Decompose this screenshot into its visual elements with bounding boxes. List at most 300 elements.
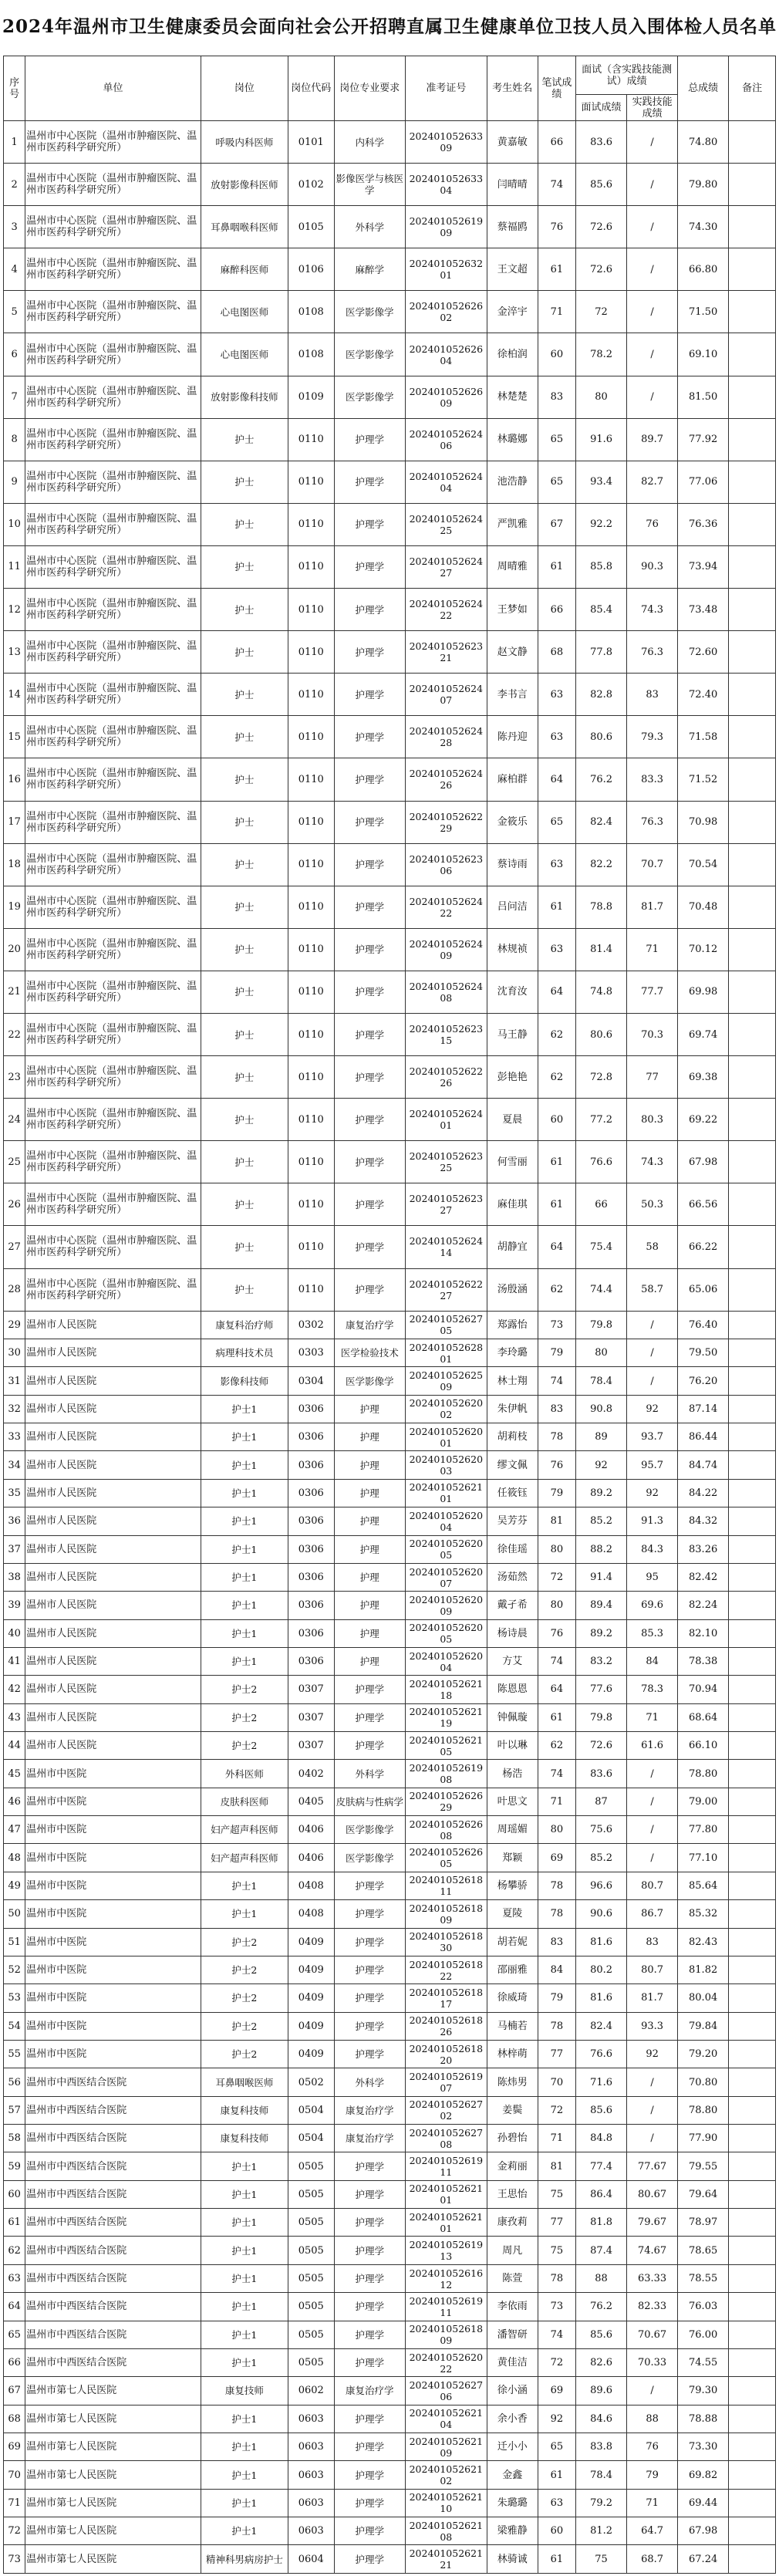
- cell-ticket: 20240105262427: [405, 545, 487, 588]
- cell-interview: 75: [576, 2545, 627, 2574]
- cell-remark: [729, 1703, 776, 1731]
- cell-ticket: 20240105262422: [405, 589, 487, 631]
- cell-position: 护士: [201, 971, 288, 1013]
- table-row: [4, 1451, 776, 1479]
- cell-ticket: 20240105262428: [405, 716, 487, 758]
- cell-remark: [729, 2040, 776, 2068]
- cell-major: 护理学: [334, 1732, 405, 1760]
- cell-code: 0409: [288, 1984, 334, 2012]
- table-row: [4, 758, 776, 801]
- cell-seq: 59: [4, 2152, 25, 2180]
- cell-written: 61: [538, 1141, 575, 1183]
- cell-code: 0306: [288, 1507, 334, 1535]
- cell-unit: 温州市中西医结合医院: [25, 2180, 201, 2208]
- cell-remark: [729, 1056, 776, 1099]
- table-row: [4, 461, 776, 503]
- cell-ticket: 20240105262509: [405, 1367, 487, 1395]
- cell-name: 叶以琳: [487, 1732, 538, 1760]
- results-table: [3, 56, 776, 2574]
- cell-practice: 86.7: [627, 1900, 678, 1928]
- cell-written: 61: [538, 1703, 575, 1731]
- cell-written: 65: [538, 418, 575, 461]
- cell-name: 陈萱: [487, 2264, 538, 2292]
- cell-practice: 84: [627, 1647, 678, 1675]
- cell-unit: 温州市中心医院（温州市肿瘤医院、温州市医药科学研究所）: [25, 886, 201, 928]
- cell-interview: 90.6: [576, 1900, 627, 1928]
- cell-position: 护士1: [201, 2433, 288, 2461]
- cell-written: 70: [538, 2068, 575, 2096]
- cell-remark: [729, 1141, 776, 1183]
- cell-written: 64: [538, 1226, 575, 1268]
- cell-code: 0110: [288, 503, 334, 545]
- cell-written: 61: [538, 1183, 575, 1226]
- cell-remark: [729, 2348, 776, 2376]
- cell-written: 62: [538, 1732, 575, 1760]
- cell-position: 护士: [201, 461, 288, 503]
- cell-code: 0110: [288, 758, 334, 801]
- cell-ticket: 20240105262110: [405, 2489, 487, 2517]
- cell-major: 护理学: [334, 545, 405, 588]
- cell-remark: [729, 248, 776, 291]
- cell-name: 林梓萌: [487, 2040, 538, 2068]
- table-row: [4, 1872, 776, 1899]
- cell-interview: 84.8: [576, 2125, 627, 2152]
- cell-name: 王梦如: [487, 589, 538, 631]
- cell-written: 68: [538, 631, 575, 674]
- cell-name: 严凯雅: [487, 503, 538, 545]
- cell-seq: 32: [4, 1395, 25, 1423]
- cell-remark: [729, 1395, 776, 1423]
- cell-code: 0108: [288, 291, 334, 333]
- cell-unit: 温州市中心医院（温州市肿瘤医院、温州市医药科学研究所）: [25, 1183, 201, 1226]
- table-row: [4, 1788, 776, 1815]
- cell-name: 陈丹迎: [487, 716, 538, 758]
- cell-unit: 温州市中心医院（温州市肿瘤医院、温州市医药科学研究所）: [25, 291, 201, 333]
- cell-code: 0306: [288, 1619, 334, 1647]
- cell-interview: 85.2: [576, 1507, 627, 1535]
- cell-practice: 58: [627, 1226, 678, 1268]
- table-row: [4, 1592, 776, 1619]
- cell-code: 0110: [288, 928, 334, 971]
- cell-total: 69.74: [678, 1013, 729, 1055]
- cell-practice: 70.3: [627, 1013, 678, 1055]
- cell-position: 护士1: [201, 1647, 288, 1675]
- cell-remark: [729, 2321, 776, 2348]
- cell-position: 护士1: [201, 2209, 288, 2237]
- cell-major: 护理: [334, 1423, 405, 1451]
- cell-total: 71.52: [678, 758, 729, 801]
- cell-position: 护士: [201, 1141, 288, 1183]
- cell-interview: 89: [576, 1423, 627, 1451]
- cell-ticket: 20240105262321: [405, 631, 487, 674]
- cell-code: 0108: [288, 333, 334, 376]
- cell-ticket: 20240105261826: [405, 2012, 487, 2040]
- cell-total: 78.80: [678, 2096, 729, 2124]
- cell-total: 76.36: [678, 503, 729, 545]
- cell-code: 0603: [288, 2517, 334, 2545]
- cell-remark: [729, 1479, 776, 1507]
- cell-practice: 78.3: [627, 1676, 678, 1703]
- cell-total: 74.30: [678, 206, 729, 248]
- cell-total: 67.98: [678, 1141, 729, 1183]
- cell-name: 金筱乐: [487, 801, 538, 843]
- cell-remark: [729, 1900, 776, 1928]
- cell-unit: 温州市中心医院（温州市肿瘤医院、温州市医药科学研究所）: [25, 801, 201, 843]
- cell-seq: 26: [4, 1183, 25, 1226]
- cell-name: 朱伊帆: [487, 1395, 538, 1423]
- cell-remark: [729, 1956, 776, 1983]
- table-row: [4, 1423, 776, 1451]
- cell-total: 70.98: [678, 801, 729, 843]
- cell-seq: 16: [4, 758, 25, 801]
- cell-total: 79.84: [678, 2012, 729, 2040]
- cell-seq: 20: [4, 928, 25, 971]
- cell-total: 79.50: [678, 1339, 729, 1366]
- cell-total: 78.65: [678, 2237, 729, 2264]
- cell-seq: 69: [4, 2433, 25, 2461]
- cell-code: 0603: [288, 2405, 334, 2433]
- cell-total: 79.20: [678, 2040, 729, 2068]
- cell-written: 72: [538, 2096, 575, 2124]
- cell-position: 皮肤科医师: [201, 1788, 288, 1815]
- cell-ticket: 20240105262407: [405, 674, 487, 716]
- cell-ticket: 20240105262425: [405, 503, 487, 545]
- cell-total: 76.40: [678, 1311, 729, 1339]
- table-row: [4, 631, 776, 674]
- cell-major: 护理学: [334, 1013, 405, 1055]
- cell-interview: 72.6: [576, 1732, 627, 1760]
- cell-position: 护士: [201, 928, 288, 971]
- cell-written: 72: [538, 2348, 575, 2376]
- cell-unit: 温州市人民医院: [25, 1703, 201, 1731]
- cell-major: 外科学: [334, 206, 405, 248]
- cell-interview: 78.8: [576, 886, 627, 928]
- cell-ticket: 20240105262315: [405, 1013, 487, 1055]
- cell-written: 78: [538, 1423, 575, 1451]
- cell-interview: 74.4: [576, 1268, 627, 1311]
- cell-interview: 81.6: [576, 1928, 627, 1956]
- cell-major: 医学影像学: [334, 333, 405, 376]
- cell-position: 护士: [201, 674, 288, 716]
- table-row: [4, 376, 776, 418]
- cell-position: 护士: [201, 801, 288, 843]
- cell-name: 徐威琦: [487, 1984, 538, 2012]
- cell-total: 74.55: [678, 2348, 729, 2376]
- cell-ticket: 20240105262404: [405, 461, 487, 503]
- cell-interview: 81.4: [576, 928, 627, 971]
- cell-remark: [729, 674, 776, 716]
- cell-position: 护士2: [201, 1732, 288, 1760]
- cell-remark: [729, 2209, 776, 2237]
- cell-position: 护士: [201, 418, 288, 461]
- cell-major: 护理: [334, 1592, 405, 1619]
- cell-name: 缪文佩: [487, 1451, 538, 1479]
- cell-code: 0505: [288, 2180, 334, 2208]
- cell-written: 78: [538, 2264, 575, 2292]
- table-row: [4, 1900, 776, 1928]
- cell-remark: [729, 2461, 776, 2489]
- cell-seq: 68: [4, 2405, 25, 2433]
- cell-written: 80: [538, 1535, 575, 1563]
- cell-interview: 83.6: [576, 121, 627, 164]
- cell-position: 护士1: [201, 2180, 288, 2208]
- cell-written: 61: [538, 545, 575, 588]
- cell-code: 0306: [288, 1423, 334, 1451]
- cell-position: 护士2: [201, 1956, 288, 1983]
- cell-unit: 温州市中心医院（温州市肿瘤医院、温州市医药科学研究所）: [25, 545, 201, 588]
- cell-unit: 温州市中心医院（温州市肿瘤医院、温州市医药科学研究所）: [25, 461, 201, 503]
- cell-major: 护理学: [334, 2209, 405, 2237]
- cell-total: 69.82: [678, 2461, 729, 2489]
- cell-code: 0307: [288, 1676, 334, 1703]
- table-row: [4, 716, 776, 758]
- cell-remark: [729, 801, 776, 843]
- cell-remark: [729, 121, 776, 164]
- cell-code: 0406: [288, 1844, 334, 1872]
- cell-interview: 82.2: [576, 843, 627, 886]
- cell-total: 70.48: [678, 886, 729, 928]
- cell-code: 0408: [288, 1900, 334, 1928]
- cell-ticket: 20240105262101: [405, 1479, 487, 1507]
- cell-interview: 76.6: [576, 2040, 627, 2068]
- cell-practice: 95.7: [627, 1451, 678, 1479]
- cell-code: 0408: [288, 1872, 334, 1899]
- cell-unit: 温州市人民医院: [25, 1423, 201, 1451]
- cell-practice: 81.7: [627, 886, 678, 928]
- cell-interview: 77.4: [576, 2152, 627, 2180]
- cell-remark: [729, 928, 776, 971]
- cell-ticket: 20240105262102: [405, 2461, 487, 2489]
- cell-practice: 76: [627, 2433, 678, 2461]
- cell-position: 护士1: [201, 2517, 288, 2545]
- table-row: [4, 291, 776, 333]
- cell-unit: 温州市中西医结合医院: [25, 2321, 201, 2348]
- cell-unit: 温州市人民医院: [25, 1507, 201, 1535]
- cell-written: 71: [538, 291, 575, 333]
- cell-name: 金鑫: [487, 2461, 538, 2489]
- cell-seq: 31: [4, 1367, 25, 1395]
- cell-interview: 75.6: [576, 1816, 627, 1844]
- cell-seq: 40: [4, 1619, 25, 1647]
- cell-interview: 85.6: [576, 2321, 627, 2348]
- table-row: [4, 164, 776, 206]
- cell-remark: [729, 1099, 776, 1141]
- cell-name: 徐佳瑶: [487, 1535, 538, 1563]
- cell-practice: 69.6: [627, 1592, 678, 1619]
- cell-ticket: 20240105262604: [405, 333, 487, 376]
- cell-name: 周晴雅: [487, 545, 538, 588]
- cell-ticket: 20240105262005: [405, 1619, 487, 1647]
- cell-seq: 70: [4, 2461, 25, 2489]
- cell-interview: 79.8: [576, 1703, 627, 1731]
- cell-major: 护理学: [334, 2405, 405, 2433]
- cell-practice: 64.7: [627, 2517, 678, 2545]
- cell-major: 护理学: [334, 843, 405, 886]
- cell-position: 护士2: [201, 1676, 288, 1703]
- cell-name: 王思怡: [487, 2180, 538, 2208]
- cell-name: 吴芳芬: [487, 1507, 538, 1535]
- cell-position: 护士1: [201, 1395, 288, 1423]
- cell-code: 0405: [288, 1788, 334, 1815]
- cell-remark: [729, 2068, 776, 2096]
- cell-unit: 温州市中心医院（温州市肿瘤医院、温州市医药科学研究所）: [25, 928, 201, 971]
- cell-ticket: 20240105261911: [405, 2152, 487, 2180]
- cell-position: 康复技师: [201, 2377, 288, 2405]
- cell-unit: 温州市中西医结合医院: [25, 2237, 201, 2264]
- cell-practice: /: [627, 2068, 678, 2096]
- cell-remark: [729, 333, 776, 376]
- cell-name: 林璐娜: [487, 418, 538, 461]
- cell-written: 63: [538, 674, 575, 716]
- table-row: [4, 1507, 776, 1535]
- cell-unit: 温州市中医院: [25, 2040, 201, 2068]
- cell-major: 护理学: [334, 2040, 405, 2068]
- cell-interview: 96.6: [576, 1872, 627, 1899]
- cell-position: 放射影像科技师: [201, 376, 288, 418]
- cell-seq: 11: [4, 545, 25, 588]
- cell-code: 0110: [288, 589, 334, 631]
- cell-position: 康复科治疗师: [201, 1311, 288, 1339]
- cell-total: 78.55: [678, 2264, 729, 2292]
- cell-position: 护士1: [201, 1592, 288, 1619]
- table-row: [4, 886, 776, 928]
- cell-ticket: 20240105261817: [405, 1984, 487, 2012]
- table-row: [4, 1816, 776, 1844]
- cell-total: 66.80: [678, 248, 729, 291]
- cell-total: 66.10: [678, 1732, 729, 1760]
- cell-written: 63: [538, 843, 575, 886]
- cell-ticket: 20240105262629: [405, 1788, 487, 1815]
- cell-code: 0505: [288, 2321, 334, 2348]
- cell-name: 陈炜男: [487, 2068, 538, 2096]
- table-row: [4, 2125, 776, 2152]
- cell-position: 耳鼻咽喉科医师: [201, 206, 288, 248]
- cell-code: 0106: [288, 248, 334, 291]
- cell-code: 0409: [288, 2012, 334, 2040]
- cell-code: 0306: [288, 1563, 334, 1591]
- cell-unit: 温州市中心医院（温州市肿瘤医院、温州市医药科学研究所）: [25, 1268, 201, 1311]
- cell-remark: [729, 1844, 776, 1872]
- cell-ticket: 20240105262118: [405, 1676, 487, 1703]
- cell-interview: 80.6: [576, 1013, 627, 1055]
- cell-unit: 温州市人民医院: [25, 1395, 201, 1423]
- cell-name: 李书言: [487, 674, 538, 716]
- cell-total: 73.30: [678, 2433, 729, 2461]
- cell-interview: 81.8: [576, 2209, 627, 2237]
- table-row: [4, 2377, 776, 2405]
- cell-unit: 温州市中心医院（温州市肿瘤医院、温州市医药科学研究所）: [25, 503, 201, 545]
- cell-remark: [729, 418, 776, 461]
- cell-code: 0406: [288, 1816, 334, 1844]
- cell-code: 0110: [288, 1268, 334, 1311]
- cell-name: 李依雨: [487, 2293, 538, 2321]
- table-row: [4, 1339, 776, 1366]
- table-row: [4, 1056, 776, 1099]
- cell-ticket: 20240105262001: [405, 1423, 487, 1451]
- cell-name: 郑颖: [487, 1844, 538, 1872]
- cell-seq: 19: [4, 886, 25, 928]
- cell-seq: 6: [4, 333, 25, 376]
- cell-major: 护理: [334, 1647, 405, 1675]
- cell-remark: [729, 2152, 776, 2180]
- cell-seq: 42: [4, 1676, 25, 1703]
- cell-name: 叶思文: [487, 1788, 538, 1815]
- cell-unit: 温州市中心医院（温州市肿瘤医院、温州市医药科学研究所）: [25, 333, 201, 376]
- table-row: [4, 1367, 776, 1395]
- cell-written: 84: [538, 1956, 575, 1983]
- cell-interview: 89.4: [576, 1592, 627, 1619]
- cell-position: 护士1: [201, 2321, 288, 2348]
- cell-remark: [729, 1226, 776, 1268]
- cell-position: 心电图医师: [201, 291, 288, 333]
- cell-remark: [729, 1732, 776, 1760]
- cell-practice: 80.7: [627, 1956, 678, 1983]
- cell-major: 护理学: [334, 1956, 405, 1983]
- cell-interview: 91.6: [576, 418, 627, 461]
- cell-ticket: 20240105262108: [405, 2517, 487, 2545]
- cell-position: 护士: [201, 886, 288, 928]
- cell-practice: 80.67: [627, 2180, 678, 2208]
- cell-written: 61: [538, 886, 575, 928]
- cell-major: 护理学: [334, 461, 405, 503]
- cell-major: 护理学: [334, 2517, 405, 2545]
- cell-unit: 温州市人民医院: [25, 1619, 201, 1647]
- cell-seq: 12: [4, 589, 25, 631]
- cell-code: 0110: [288, 461, 334, 503]
- cell-total: 87.14: [678, 1395, 729, 1423]
- cell-position: 护士: [201, 589, 288, 631]
- cell-practice: 79.3: [627, 716, 678, 758]
- cell-interview: 77.8: [576, 631, 627, 674]
- cell-seq: 36: [4, 1507, 25, 1535]
- cell-practice: 85.3: [627, 1619, 678, 1647]
- cell-seq: 38: [4, 1563, 25, 1591]
- cell-interview: 83.6: [576, 1760, 627, 1788]
- cell-code: 0110: [288, 1226, 334, 1268]
- cell-total: 85.64: [678, 1872, 729, 1899]
- cell-code: 0306: [288, 1395, 334, 1423]
- cell-position: 护士: [201, 631, 288, 674]
- cell-seq: 56: [4, 2068, 25, 2096]
- cell-interview: 85.8: [576, 545, 627, 588]
- cell-unit: 温州市中西医结合医院: [25, 2264, 201, 2292]
- cell-major: 护理: [334, 1619, 405, 1647]
- cell-written: 62: [538, 1268, 575, 1311]
- cell-ticket: 20240105262401: [405, 1099, 487, 1141]
- cell-seq: 48: [4, 1844, 25, 1872]
- cell-remark: [729, 1535, 776, 1563]
- cell-practice: 58.7: [627, 1268, 678, 1311]
- cell-code: 0102: [288, 164, 334, 206]
- cell-code: 0504: [288, 2096, 334, 2124]
- cell-remark: [729, 1367, 776, 1395]
- cell-practice: 71: [627, 928, 678, 971]
- cell-code: 0307: [288, 1703, 334, 1731]
- cell-remark: [729, 291, 776, 333]
- cell-seq: 17: [4, 801, 25, 843]
- cell-unit: 温州市人民医院: [25, 1367, 201, 1395]
- cell-remark: [729, 2012, 776, 2040]
- cell-code: 0110: [288, 418, 334, 461]
- cell-major: 麻醉学: [334, 248, 405, 291]
- cell-unit: 温州市中心医院（温州市肿瘤医院、温州市医药科学研究所）: [25, 164, 201, 206]
- cell-written: 78: [538, 1900, 575, 1928]
- cell-seq: 15: [4, 716, 25, 758]
- table-row: [4, 2209, 776, 2237]
- cell-name: 麻柏群: [487, 758, 538, 801]
- table-row: [4, 928, 776, 971]
- cell-practice: 91.3: [627, 1507, 678, 1535]
